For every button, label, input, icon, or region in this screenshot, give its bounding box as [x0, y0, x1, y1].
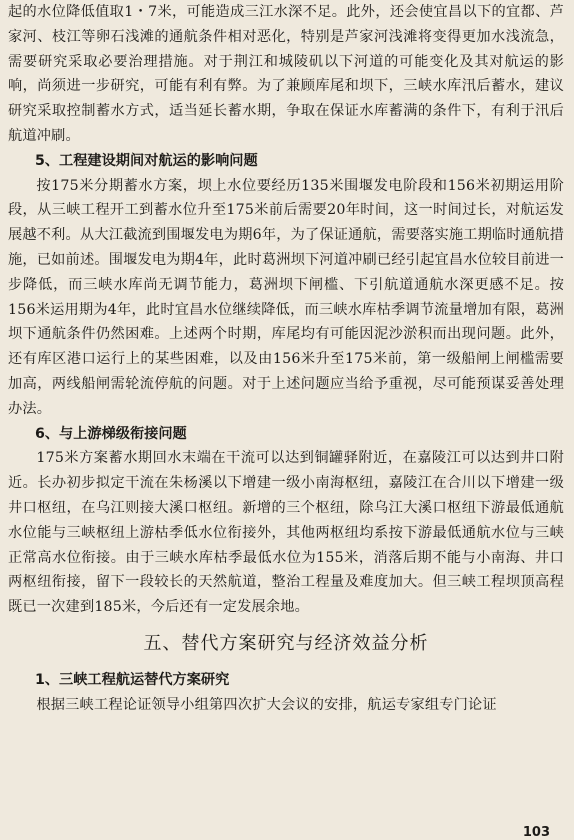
section-heading-alternative-plan: 1、三峡工程航运替代方案研究 [34, 671, 230, 688]
paragraph-construction-period: 按175米分期蓄水方案，坝上水位要经历135米围堰发电阶段和156米初期运用阶段，从三峡工程开工到蓄水位升至175米前后需要20年时间，这一时间过长，对航运发展越不利。从大江截流到围堰发电为期6年，为了保证通航，需要落实施工期临时通航措施，已如前述。围堰发电为期4年，此时葛洲坝下河道冲刷已经引起宜昌水位较目前进一步降低，而三峡水库尚无调节能力，葛洲坝下闸槛、下引航道通航水深更感不足。按156米运用期为4年，此时宜昌水位继续降低，而三峡水库枯季调节流量增加有限，葛洲坝下通航条件仍然困难。上述两个时期，库尾均有可能因泥沙淤积而出现问题。此外，还有库区港口运行上的某些困难，以及由156米升至175米前，第一级船闸上闸槛需要加高，两线船闸需轮流停航的问题。对于上述问题应当给予重视，尽可能预谋妥善处理办法。 [8, 177, 564, 417]
paragraph-cascade-connection: 175米方案蓄水期回水末端在干流可以达到铜罐驿附近，在嘉陵江可以达到井口附近。长办初步拟定干流在朱杨溪以下增建一级小南海枢纽，嘉陵江在合川以下增建一级井口枢纽，在乌江则接大溪口枢纽。新增的三个枢纽，除乌江大溪口枢纽下游最低通航水位能与三峡枢纽上游枯季低水位衔接外，其他两枢纽均系按下游最低通航水位与三峡正常高水位衔接。由于三峡水库枯季最低水位为155米，消落后期不能与小南海、井口两枢纽衔接，留下一段较长的天然航道，整治工程量及难度加大。但三峡工程坝顶高程既已一次建到185米，今后还有一定发展余地。 [8, 450, 564, 616]
paragraph-reservoir-impact: 起的水位降低值取1・7米，可能造成三江水深不足。此外，还会使宜昌以下的宜都、芦家河、枝江等卵石浅滩的通航条件相对恶化，特别是芦家河浅滩将变得更加水浅流急，需要研究采取必要治理措施。对于荆江和城陵矶以下河道的可能变化及其对航运的影响，尚须进一步研究，可能有利有弊。为了兼顾库尾和坝下，三峡水库汛后蓄水，建议研究采取控制蓄水方式，适当延长蓄水期，争取在保证水库蓄满的条件下，有利于汛后航道冲刷。 [8, 4, 564, 144]
section-heading-construction-period: 5、工程建设期间对航运的影响问题 [34, 152, 258, 169]
section-heading-cascade-connection: 6、与上游梯级衔接问题 [34, 425, 187, 442]
paragraph-alternative-plan: 根据三峡工程论证领导小组第四次扩大会议的安排，航运专家组专门论证 [36, 696, 497, 713]
page-body [8, 0, 564, 718]
page-number: 103 [522, 825, 550, 840]
chapter-title: 五、替代方案研究与经济效益分析 [143, 632, 429, 654]
